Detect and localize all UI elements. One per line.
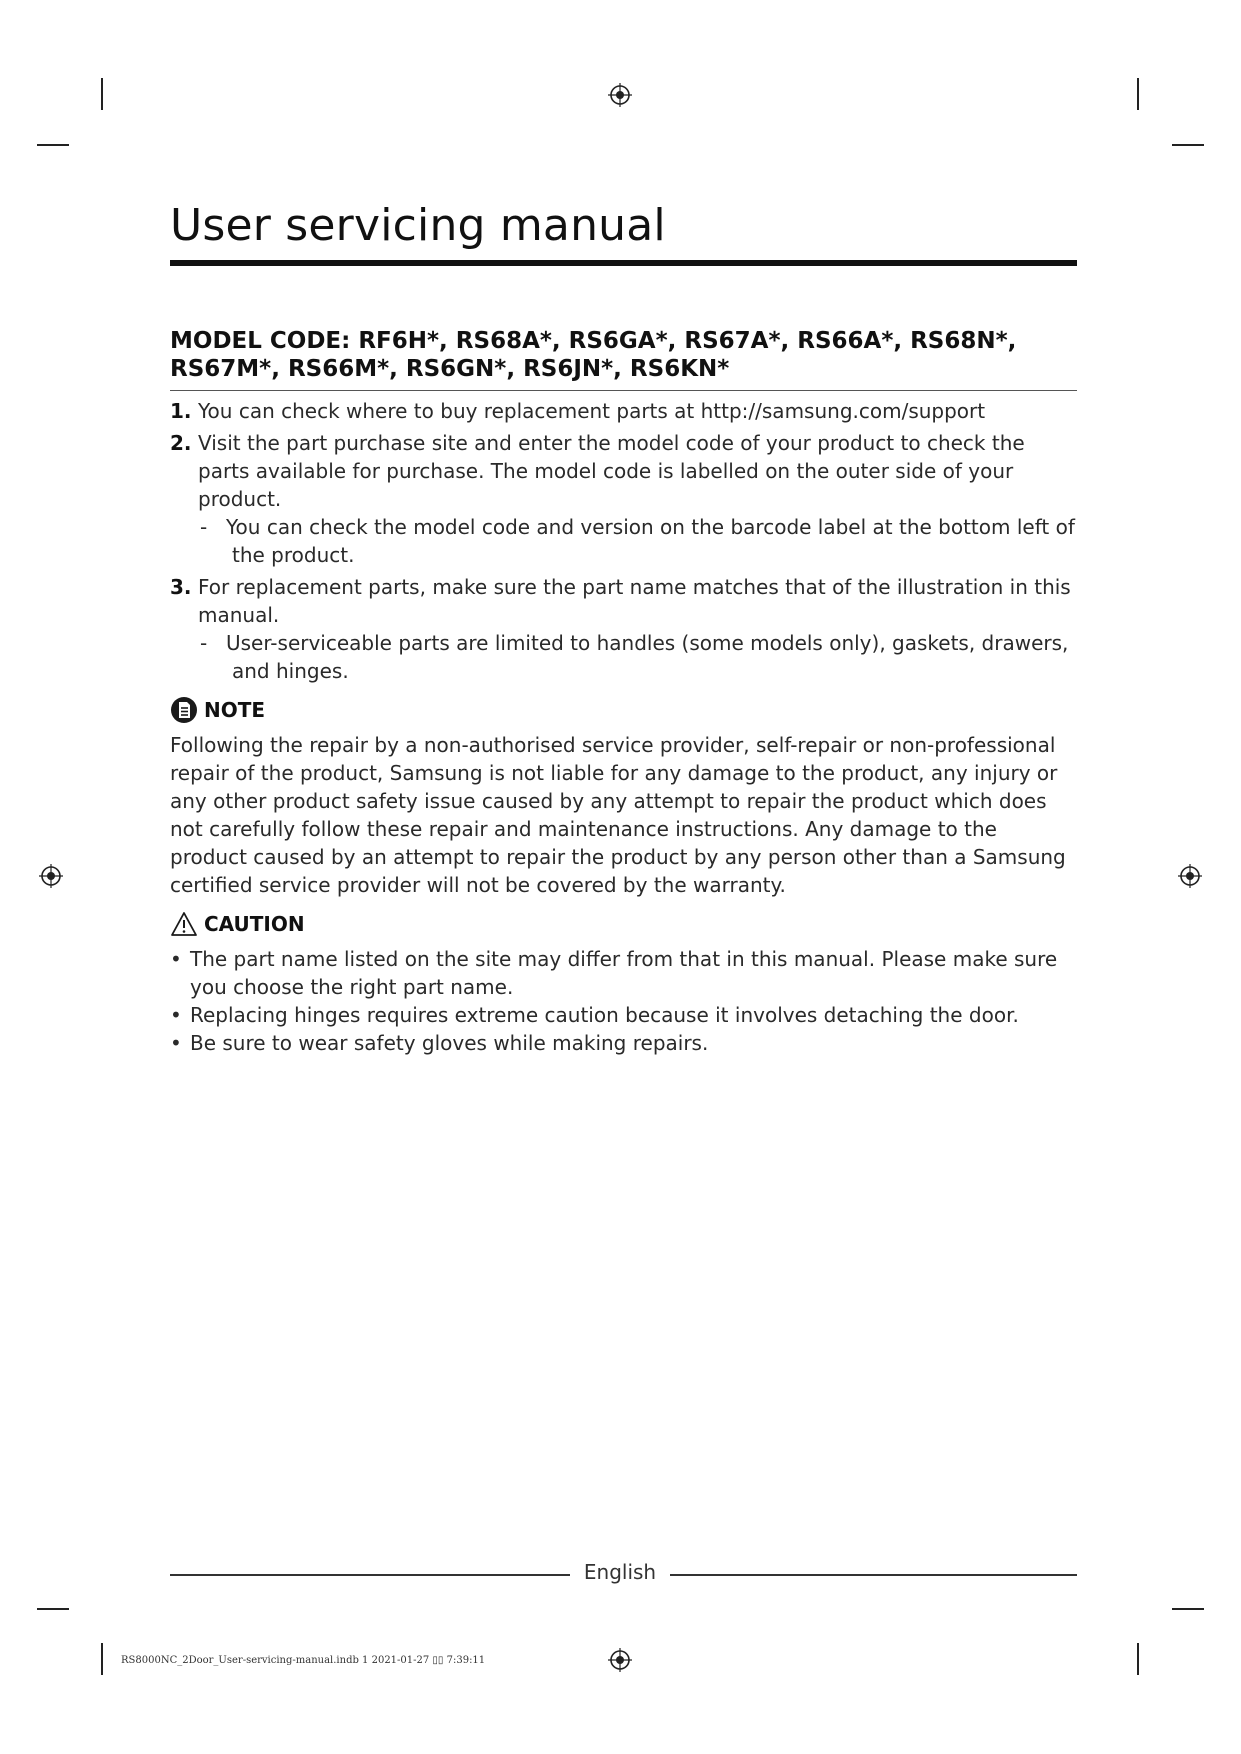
sub-marker: - bbox=[200, 515, 208, 539]
step-subnote-text: You can check the model code and version on the barcode label at the bottom left of the product. bbox=[226, 515, 1075, 567]
footer-rule-right bbox=[670, 1574, 1077, 1576]
caution-item-text: The part name listed on the site may differ from that in this manual. Please make sure you choose the right part name. bbox=[190, 947, 1058, 999]
caution-list bbox=[170, 945, 1077, 1057]
crop-mark bbox=[37, 144, 69, 146]
list-item bbox=[170, 1029, 1077, 1057]
note-header bbox=[170, 695, 1077, 725]
step-text: For replacement parts, make sure the part name matches that of the illustration in this manual. bbox=[198, 575, 1071, 627]
step-number: 1. bbox=[170, 399, 192, 423]
list-item bbox=[170, 1001, 1077, 1029]
registration-mark-icon bbox=[1178, 864, 1202, 888]
step-item bbox=[170, 429, 1077, 569]
caution-item-text: Be sure to wear safety gloves while making repairs. bbox=[190, 1031, 709, 1055]
step-subnote bbox=[198, 513, 1077, 569]
crop-mark bbox=[37, 1608, 69, 1610]
crop-mark bbox=[101, 78, 103, 110]
model-heading-rule bbox=[170, 390, 1077, 391]
bullet: • bbox=[170, 1003, 182, 1027]
title-rule bbox=[170, 260, 1077, 266]
step-item bbox=[170, 573, 1077, 685]
print-slug: RS8000NC_2Door_User-servicing-manual.indb 1 2021-01-27 ▯▯ 7:39:11 bbox=[121, 1655, 486, 1666]
caution-header bbox=[170, 909, 1077, 939]
crop-mark bbox=[1172, 144, 1204, 146]
list-item bbox=[170, 945, 1077, 1001]
step-item bbox=[170, 397, 1077, 425]
footer-language: English bbox=[583, 1560, 657, 1584]
step-number: 3. bbox=[170, 575, 192, 599]
note-icon bbox=[170, 696, 198, 724]
instructions-body bbox=[170, 397, 1077, 1057]
step-text: You can check where to buy replacement parts at http://samsung.com/support bbox=[198, 399, 986, 423]
sub-marker: - bbox=[200, 631, 208, 655]
caution-item-text: Replacing hinges requires extreme caution because it involves detaching the door. bbox=[190, 1003, 1019, 1027]
bullet: • bbox=[170, 947, 182, 971]
warning-triangle-icon bbox=[170, 911, 198, 937]
registration-mark-icon bbox=[39, 864, 63, 888]
bullet: • bbox=[170, 1031, 182, 1055]
step-text: Visit the part purchase site and enter the model code of your product to check the parts available for purchase. The model code is labelled on the outer side of your product. bbox=[198, 431, 1025, 511]
note-text: Following the repair by a non-authorised service provider, self-repair or non-professional repair of the product, Samsung is not liable for any damage to the product, any injury or any other product safety issue caused by any attempt to repair the product which does not carefully follow these repair and maintenance instructions. Any damage to the product caused by an attempt to repair the product by any person other than a Samsung certified service provider will not be covered by the warranty. bbox=[170, 733, 1066, 897]
caution-label: CAUTION bbox=[204, 912, 305, 936]
crop-mark bbox=[1172, 1608, 1204, 1610]
note-label: NOTE bbox=[204, 698, 266, 722]
page-title: User servicing manual bbox=[170, 200, 666, 251]
model-code-heading: MODEL CODE: RF6H*, RS68A*, RS6GA*, RS67A*, RS66A*, RS68N*, RS67M*, RS66M*, RS6GN*, RS6JN*, RS6KN* bbox=[170, 328, 1017, 382]
step-subnote-text: User-serviceable parts are limited to handles (some models only), gaskets, drawers, and hinges. bbox=[226, 631, 1069, 683]
crop-mark bbox=[101, 1643, 103, 1675]
crop-mark bbox=[1137, 78, 1139, 110]
registration-mark-icon bbox=[608, 83, 632, 107]
registration-mark-icon bbox=[608, 1648, 632, 1672]
footer-rule-left bbox=[170, 1574, 570, 1576]
step-number: 2. bbox=[170, 431, 192, 455]
step-subnote bbox=[198, 629, 1077, 685]
crop-mark bbox=[1137, 1643, 1139, 1675]
